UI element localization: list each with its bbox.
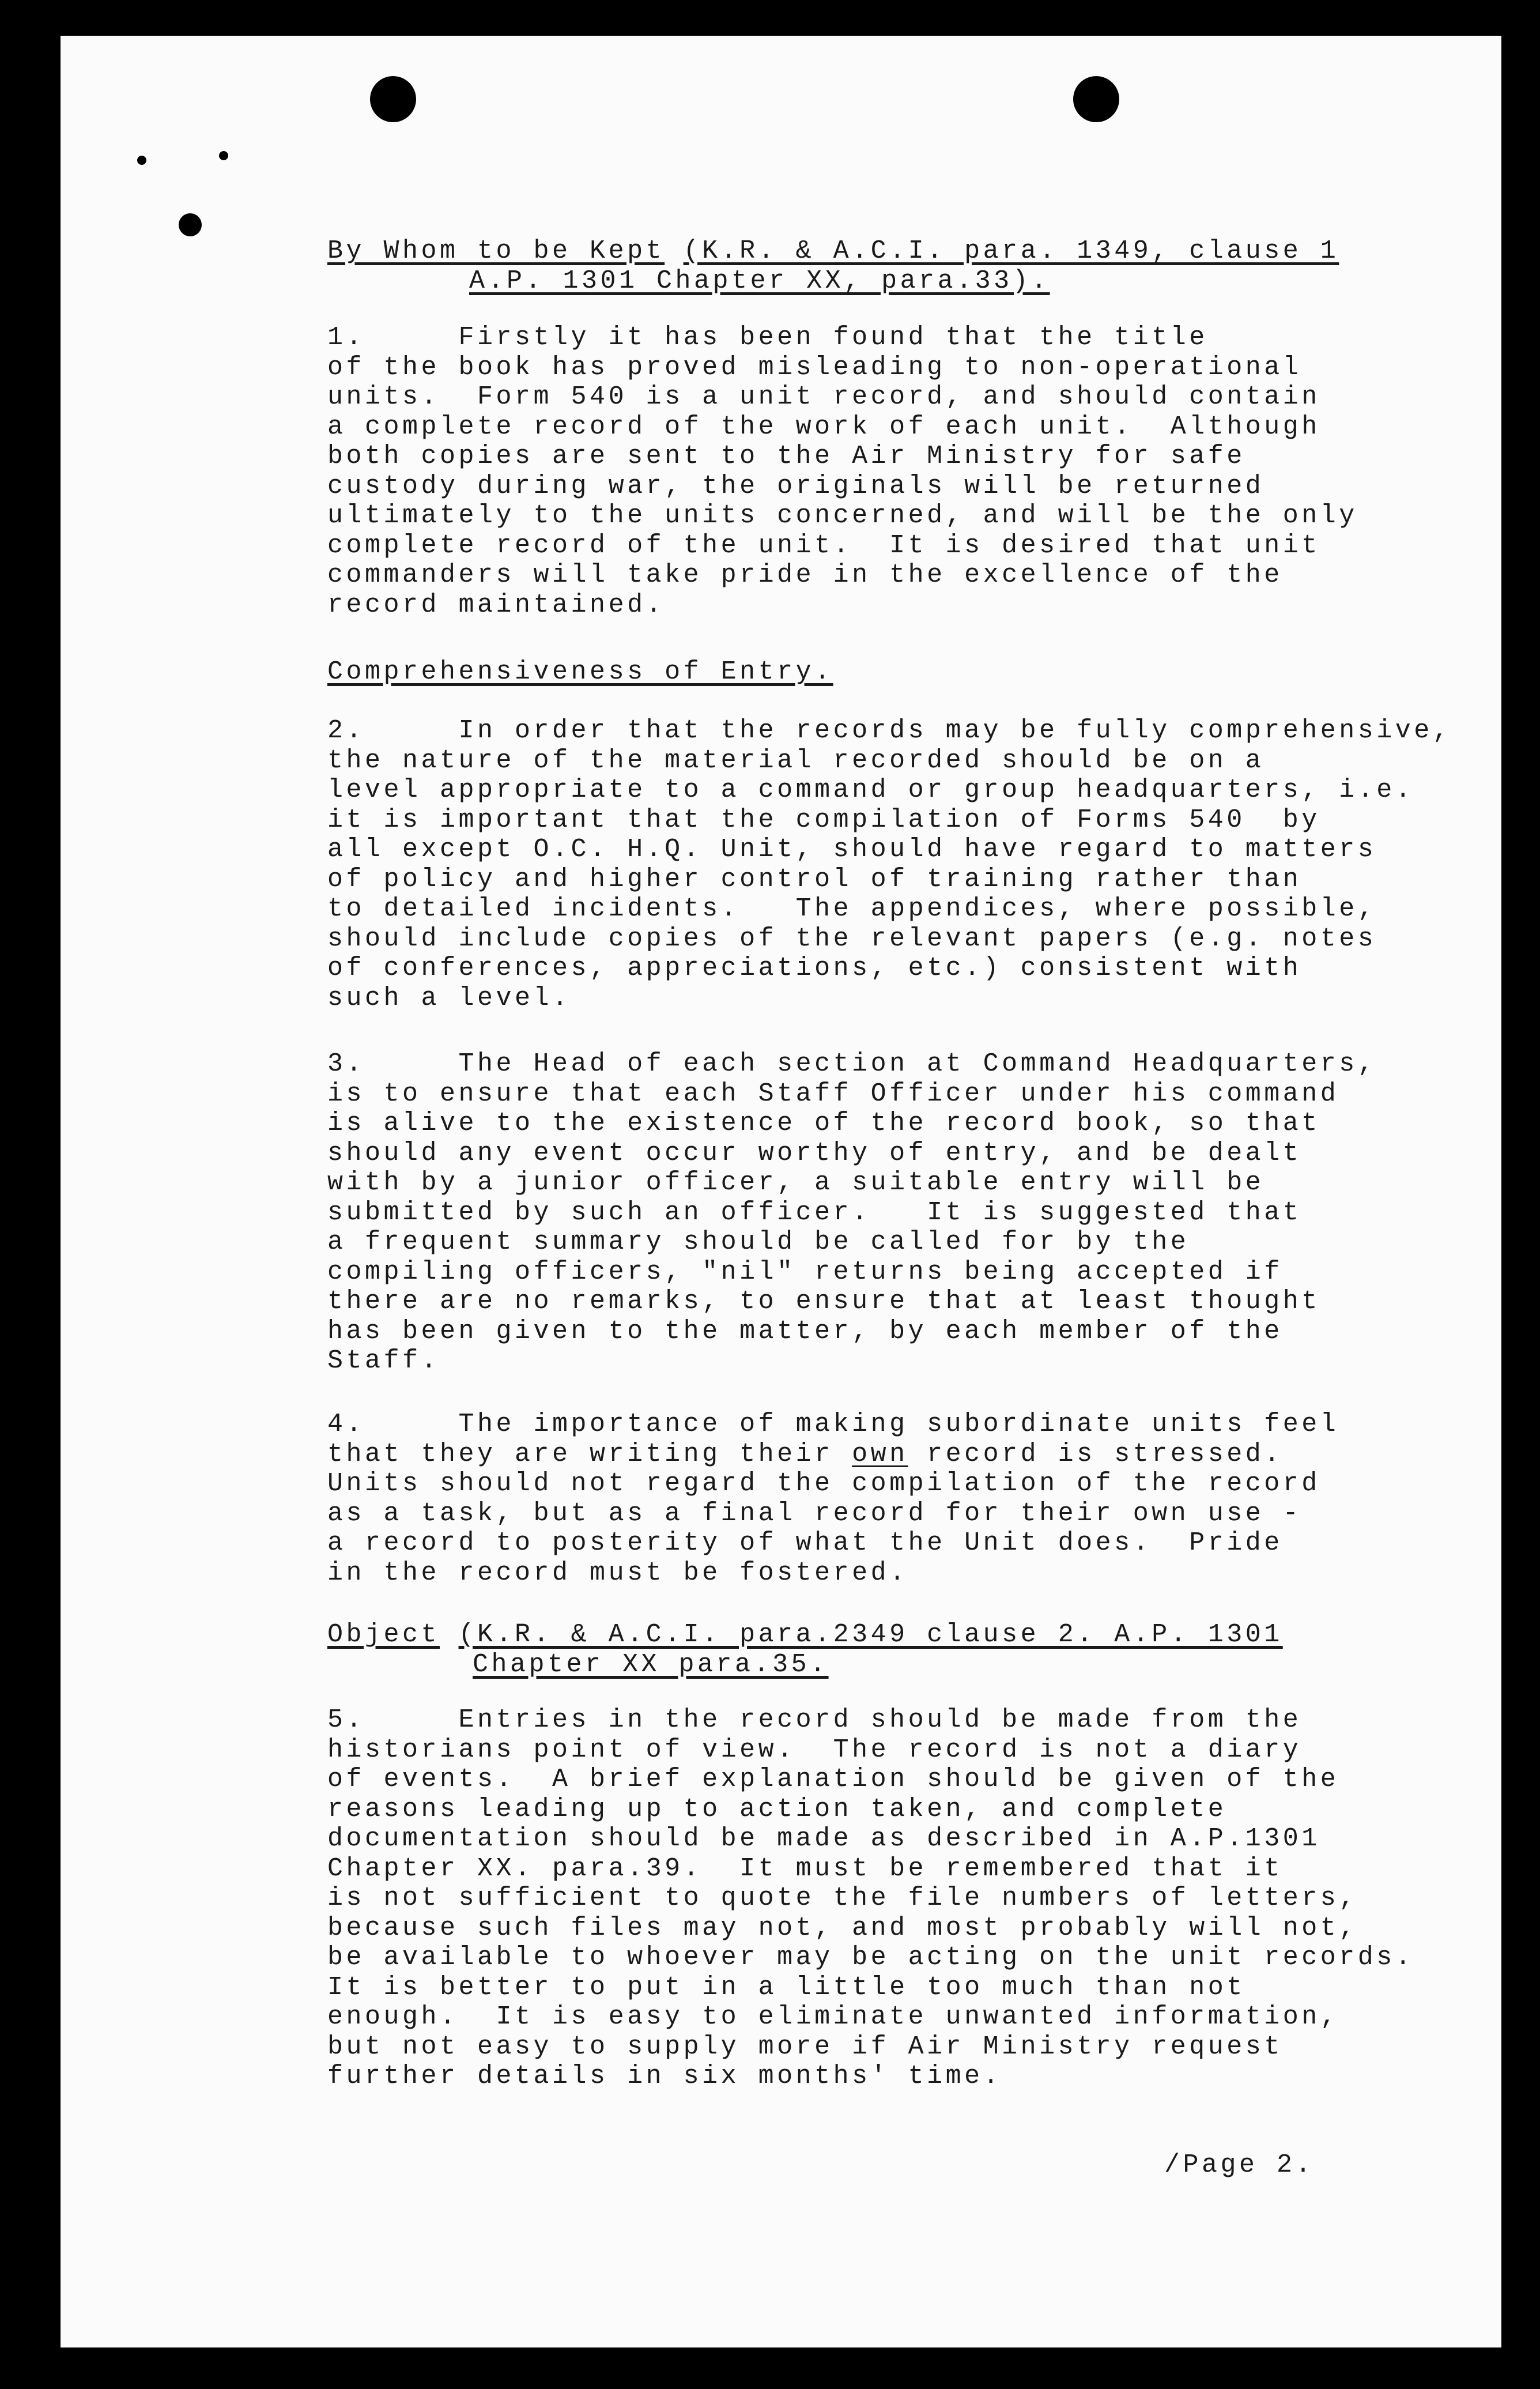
text-line: the nature of the material recorded should be on a (327, 745, 1265, 775)
text-line: should any event occur worthy of entry, and be dealt (327, 1138, 1302, 1168)
text-line: because such files may not, and most probably will not, (327, 1913, 1358, 1943)
heading-title: Comprehensiveness of Entry. (327, 657, 833, 687)
text-line: historians point of view. The record is not a diary (327, 1735, 1302, 1765)
text-fragment: that they are writing their (327, 1439, 852, 1469)
heading-reference: (K.R. & A.C.I. para. 1349, clause 1 (683, 236, 1339, 266)
text-line: Staff. (327, 1346, 440, 1376)
text-line: such a level. (327, 983, 571, 1013)
heading-comprehensiveness (327, 657, 833, 687)
text-line: to detailed incidents. The appendices, where possible, (327, 894, 1377, 924)
ink-spot (179, 213, 202, 236)
text-line: custody during war, the originals will be returned (327, 471, 1265, 501)
text-line: enough. It is easy to eliminate unwanted information, (327, 2002, 1339, 2032)
text-line: a complete record of the work of each unit. Although (327, 412, 1320, 442)
text-line: there are no remarks, to ensure that at least thought (327, 1287, 1320, 1316)
text-line: documentation should be made as described in A.P.1301 (327, 1824, 1320, 1853)
text-line: as a task, but as a final record for their own use - (327, 1498, 1302, 1528)
text-line: is alive to the existence of the record book, so that (327, 1109, 1320, 1138)
text-line: Units should not regard the compilation of the record (327, 1469, 1320, 1498)
text-line: a frequent summary should be called for by the (327, 1227, 1190, 1257)
heading-reference: (K.R. & A.C.I. para.2349 clause 2. A.P. 1301 (458, 1620, 1283, 1649)
paragraph-4 (327, 1410, 1339, 1588)
text-line: with by a junior officer, a suitable entry will be (327, 1168, 1265, 1197)
page-continuation-marker: /Page 2. (1164, 2150, 1315, 2180)
text-line: 3. The Head of each section at Command Headquarters, (327, 1049, 1377, 1079)
paragraph-1 (327, 323, 1358, 620)
text-line: be available to whoever may be acting on the unit records. (327, 1943, 1414, 1972)
text-line: all except O.C. H.Q. Unit, should have regard to matters (327, 835, 1377, 864)
heading-reference-continued: Chapter XX para.35. (473, 1649, 829, 1679)
text-line: but not easy to supply more if Air Ministry request (327, 2032, 1283, 2062)
text-line: a record to posterity of what the Unit does. Pride (327, 1528, 1283, 1558)
text-line: complete record of the unit. It is desired that unit (327, 530, 1320, 560)
heading-title: Object (327, 1620, 440, 1649)
heading-object (327, 1620, 1283, 1679)
text-line: is not sufficient to quote the file numbers of letters, (327, 1883, 1358, 1913)
text-line: further details in six months' time. (327, 2062, 1002, 2091)
text-line: It is better to put in a little too much than not (327, 1972, 1245, 2002)
text-line: level appropriate to a command or group headquarters, i.e. (327, 775, 1414, 805)
text-line (327, 1440, 1339, 1469)
text-line: both copies are sent to the Air Ministry for safe (327, 442, 1245, 471)
text-line: units. Form 540 is a unit record, and should contain (327, 382, 1320, 412)
ink-spot (137, 156, 146, 165)
text-line: Chapter XX. para.39. It must be remembered that it (327, 1853, 1283, 1883)
heading-title: By Whom to be Kept (327, 236, 665, 266)
text-line: compiling officers, "nil" returns being accepted if (327, 1257, 1283, 1287)
emphasized-word: own (852, 1439, 908, 1469)
text-line: 4. The importance of making subordinate units feel (327, 1410, 1339, 1439)
ink-spot (219, 151, 228, 160)
text-line: of policy and higher control of training rather than (327, 864, 1302, 894)
text-line: submitted by such an officer. It is suggested that (327, 1197, 1302, 1227)
paragraph-3 (327, 1049, 1376, 1376)
heading-by-whom-to-be-kept (327, 236, 1339, 296)
text-line: it is important that the compilation of Forms 540 by (327, 805, 1320, 835)
text-line: is to ensure that each Staff Officer under his command (327, 1079, 1339, 1109)
text-line: 1. Firstly it has been found that the title (327, 323, 1208, 352)
text-line: reasons leading up to action taken, and complete (327, 1794, 1227, 1824)
punch-hole (1073, 76, 1119, 122)
paragraph-2 (327, 716, 1451, 1013)
text-fragment: record is stressed. (908, 1439, 1283, 1469)
text-line: of conferences, appreciations, etc.) consistent with (327, 954, 1302, 983)
text-line: should include copies of the relevant papers (e.g. notes (327, 924, 1377, 954)
heading-reference-continued: A.P. 1301 Chapter XX, para.33). (469, 266, 1050, 296)
text-line: commanders will take pride in the excellence of the (327, 560, 1283, 590)
text-line: of the book has proved misleading to non-operational (327, 352, 1302, 382)
punch-hole (370, 76, 416, 122)
text-line: of events. A brief explanation should be given of the (327, 1765, 1339, 1794)
text-line: in the record must be fostered. (327, 1558, 908, 1588)
text-line: has been given to the matter, by each member of the (327, 1316, 1283, 1346)
text-line: 2. In order that the records may be fully comprehensive, (327, 716, 1452, 745)
text-line: ultimately to the units concerned, and will be the only (327, 501, 1358, 530)
paragraph-5 (327, 1705, 1414, 2092)
text-line: 5. Entries in the record should be made from the (327, 1705, 1302, 1735)
text-line: record maintained. (327, 590, 665, 620)
